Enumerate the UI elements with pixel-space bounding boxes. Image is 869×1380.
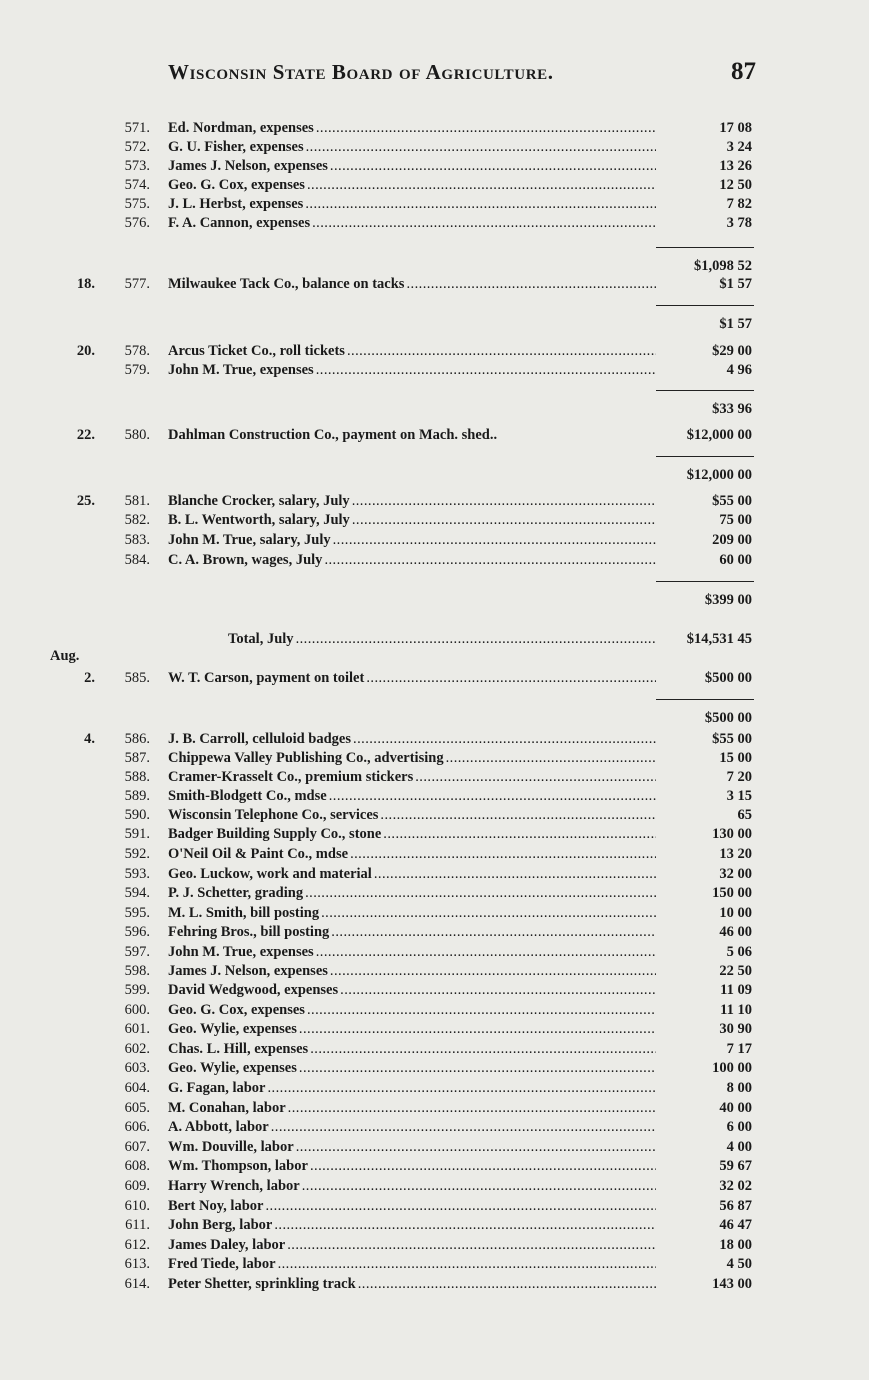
entry-amount: 17 08 <box>719 120 752 136</box>
subtotal-rule <box>656 305 754 306</box>
ledger-row <box>0 491 869 511</box>
entry-amount: 56 87 <box>719 1198 752 1214</box>
entry-amount: 22 50 <box>719 963 752 979</box>
voucher-number: 587. <box>124 750 150 766</box>
entry-description: Peter Shetter, sprinkling track . . . <box>168 1274 656 1294</box>
entry-description: J. L. Herbst, expenses . . . <box>168 194 656 214</box>
ledger-row <box>0 274 869 294</box>
voucher-number: 573. <box>124 158 150 174</box>
voucher-number: 578. <box>124 343 150 359</box>
entry-amount: 46 00 <box>719 924 752 940</box>
entry-description: Arcus Ticket Co., roll tickets . . . <box>168 341 656 361</box>
entry-description: John M. True, expenses . . . <box>168 360 656 380</box>
ledger-row <box>0 1196 869 1216</box>
voucher-number: 582. <box>124 512 150 528</box>
entry-description: Geo. Wylie, expenses . . . <box>168 1019 656 1039</box>
running-title: Wisconsin State Board of Agriculture. <box>168 60 554 84</box>
entry-amount: $1 57 <box>719 316 752 332</box>
subtotal-rule <box>656 581 754 582</box>
entry-amount: $399 00 <box>704 592 752 608</box>
entry-amount: $14,531 45 <box>686 631 752 647</box>
entry-amount: 18 00 <box>719 1237 752 1253</box>
entry-amount: 3 78 <box>726 215 752 231</box>
entry-amount: 65 <box>737 807 752 823</box>
entry-description: M. Conahan, labor . . . <box>168 1098 656 1118</box>
voucher-number: 614. <box>124 1276 150 1292</box>
voucher-number: 604. <box>124 1080 150 1096</box>
entry-amount: 8 00 <box>726 1080 752 1096</box>
entry-description: Ed. Nordman, expenses . . . <box>168 118 656 138</box>
entry-amount: 46 47 <box>719 1217 752 1233</box>
entry-description: Blanche Crocker, salary, July . . . <box>168 491 656 511</box>
voucher-number: 608. <box>124 1158 150 1174</box>
entry-description: G. U. Fisher, expenses . . . <box>168 137 656 157</box>
entry-description: Wm. Douville, labor . . . <box>168 1137 656 1157</box>
ledger-row <box>0 1117 869 1137</box>
ledger-row <box>0 1019 869 1039</box>
ledger-row <box>0 786 869 806</box>
entry-amount: 3 24 <box>726 139 752 155</box>
entry-amount: 5 06 <box>726 944 752 960</box>
voucher-number: 594. <box>124 885 150 901</box>
voucher-number: 596. <box>124 924 150 940</box>
entry-description: John M. True, expenses . . . <box>168 942 656 962</box>
ledger-row <box>0 1254 869 1274</box>
entry-day: 25. <box>76 493 95 509</box>
entry-amount: $55 00 <box>712 731 752 747</box>
voucher-number: 585. <box>124 670 150 686</box>
ledger-row <box>0 118 869 138</box>
entry-description: A. Abbott, labor . . . <box>168 1117 656 1137</box>
entry-description: Geo. G. Cox, expenses . . . <box>168 1000 656 1020</box>
ledger-row <box>0 1215 869 1235</box>
ledger-row <box>0 550 869 570</box>
entry-amount: 11 09 <box>720 982 752 998</box>
voucher-number: 606. <box>124 1119 150 1135</box>
voucher-number: 584. <box>124 552 150 568</box>
voucher-number: 574. <box>124 177 150 193</box>
entry-day: 2. <box>84 670 95 686</box>
entry-description: P. J. Schetter, grading . . . <box>168 883 656 903</box>
entry-amount: $500 00 <box>704 670 752 686</box>
entry-amount: $1,098 52 <box>694 258 752 274</box>
entry-amount: 32 00 <box>719 866 752 882</box>
entry-description: John Berg, labor . . . <box>168 1215 656 1235</box>
subtotal-row <box>0 590 869 610</box>
ledger-row <box>0 805 869 825</box>
entry-description: Milwaukee Tack Co., balance on tacks . . . <box>168 274 656 294</box>
entry-amount: $500 00 <box>704 710 752 726</box>
entry-description: Geo. Wylie, expenses . . . <box>168 1058 656 1078</box>
entry-amount: 7 17 <box>726 1041 752 1057</box>
voucher-number: 575. <box>124 196 150 212</box>
month-label: Aug. <box>50 648 80 664</box>
ledger-row <box>0 1000 869 1020</box>
entry-amount: 3 15 <box>726 788 752 804</box>
voucher-number: 591. <box>124 826 150 842</box>
entry-amount: 12 50 <box>719 177 752 193</box>
ledger-row <box>0 213 869 233</box>
voucher-number: 601. <box>124 1021 150 1037</box>
ledger-row <box>0 175 869 195</box>
ledger-row <box>0 980 869 1000</box>
ledger-row <box>0 864 869 884</box>
entry-description: Fehring Bros., bill posting . . . <box>168 922 656 942</box>
entry-description: Bert Noy, labor . . . <box>168 1196 656 1216</box>
entry-description: Harry Wrench, labor . . . <box>168 1176 656 1196</box>
ledger-row <box>0 729 869 749</box>
entry-amount: $55 00 <box>712 493 752 509</box>
subtotal-row <box>0 465 869 485</box>
entry-amount: $29 00 <box>712 343 752 359</box>
ledger-row <box>0 1039 869 1059</box>
ledger-row <box>0 668 869 688</box>
voucher-number: 607. <box>124 1139 150 1155</box>
entry-amount: 4 50 <box>726 1256 752 1272</box>
voucher-number: 603. <box>124 1060 150 1076</box>
voucher-number: 590. <box>124 807 150 823</box>
subtotal-row <box>0 256 869 276</box>
entry-amount: 209 00 <box>712 532 752 548</box>
entry-description: Total, July . . . <box>228 629 656 649</box>
entry-description: Chas. L. Hill, expenses . . . <box>168 1039 656 1059</box>
ledger-row <box>0 1235 869 1255</box>
entry-description: Wisconsin Telephone Co., services . . . <box>168 805 656 825</box>
voucher-number: 605. <box>124 1100 150 1116</box>
entry-description: Cramer-Krasselt Co., premium stickers . . . <box>168 767 656 787</box>
voucher-number: 610. <box>124 1198 150 1214</box>
entry-amount: 15 00 <box>719 750 752 766</box>
entry-description: James J. Nelson, expenses . . . <box>168 156 656 176</box>
ledger-row <box>0 1137 869 1157</box>
ledger-row <box>0 530 869 550</box>
voucher-number: 593. <box>124 866 150 882</box>
voucher-number: 579. <box>124 362 150 378</box>
entry-amount: $12,000 00 <box>686 467 752 483</box>
voucher-number: 599. <box>124 982 150 998</box>
entry-description: John M. True, salary, July . . . <box>168 530 656 550</box>
entry-amount: 40 00 <box>719 1100 752 1116</box>
ledger-row <box>0 961 869 981</box>
entry-description: M. L. Smith, bill posting . . . <box>168 903 656 923</box>
voucher-number: 572. <box>124 139 150 155</box>
voucher-number: 602. <box>124 1041 150 1057</box>
voucher-number: 571. <box>124 120 150 136</box>
entry-description: J. B. Carroll, celluloid badges . . . <box>168 729 656 749</box>
entry-description: James Daley, labor . . . <box>168 1235 656 1255</box>
voucher-number: 581. <box>124 493 150 509</box>
ledger-row <box>0 922 869 942</box>
subtotal-row <box>0 314 869 334</box>
voucher-number: 576. <box>124 215 150 231</box>
voucher-number: 583. <box>124 532 150 548</box>
entry-description: Smith-Blodgett Co., mdse . . . <box>168 786 656 806</box>
entry-amount: 30 90 <box>719 1021 752 1037</box>
voucher-number: 588. <box>124 769 150 785</box>
entry-amount: 59 67 <box>719 1158 752 1174</box>
entry-description: G. Fagan, labor . . . <box>168 1078 656 1098</box>
ledger-row <box>0 1274 869 1294</box>
voucher-number: 586. <box>124 731 150 747</box>
entry-description: C. A. Brown, wages, July . . . <box>168 550 656 570</box>
entry-description: Badger Building Supply Co., stone . . . <box>168 824 656 844</box>
ledger-row <box>0 748 869 768</box>
ledger-row <box>0 883 869 903</box>
entry-description: Dahlman Construction Co., payment on Mach. shed.. <box>168 427 498 443</box>
entry-description: Geo. Luckow, work and material . . . <box>168 864 656 884</box>
month-label-row <box>0 646 869 666</box>
voucher-number: 598. <box>124 963 150 979</box>
entry-description: W. T. Carson, payment on toilet . . . <box>168 668 656 688</box>
entry-amount: 75 00 <box>719 512 752 528</box>
entry-day: 4. <box>84 731 95 747</box>
entry-amount: 13 26 <box>719 158 752 174</box>
entry-description: David Wedgwood, expenses . . . <box>168 980 656 1000</box>
voucher-number: 613. <box>124 1256 150 1272</box>
subtotal-rule <box>656 699 754 700</box>
page-number: 87 <box>731 58 756 85</box>
ledger-row <box>0 360 869 380</box>
entry-description: F. A. Cannon, expenses . . . <box>168 213 656 233</box>
voucher-number: 577. <box>124 276 150 292</box>
voucher-number: 580. <box>124 427 150 443</box>
entry-description: Wm. Thompson, labor . . . <box>168 1156 656 1176</box>
entry-amount: 4 00 <box>726 1139 752 1155</box>
ledger-row <box>0 824 869 844</box>
ledger-row <box>0 156 869 176</box>
entry-amount: 150 00 <box>712 885 752 901</box>
ledger-row <box>0 1058 869 1078</box>
entry-amount: 7 20 <box>726 769 752 785</box>
ledger-row <box>0 844 869 864</box>
subtotal-row <box>0 399 869 419</box>
entry-amount: $1 57 <box>719 276 752 292</box>
voucher-number: 589. <box>124 788 150 804</box>
entry-amount: 6 00 <box>726 1119 752 1135</box>
ledger-row <box>0 1098 869 1118</box>
ledger-row <box>0 137 869 157</box>
entry-amount: 143 00 <box>712 1276 752 1292</box>
voucher-number: 597. <box>124 944 150 960</box>
ledger-row <box>0 1156 869 1176</box>
entry-amount: 4 96 <box>726 362 752 378</box>
entry-amount: $33 96 <box>712 401 752 417</box>
entry-description: James J. Nelson, expenses . . . <box>168 961 656 981</box>
ledger-row <box>0 194 869 214</box>
ledger-row <box>0 767 869 787</box>
entry-amount: 32 02 <box>719 1178 752 1194</box>
ledger-row <box>0 942 869 962</box>
ledger-row <box>0 425 869 445</box>
voucher-number: 612. <box>124 1237 150 1253</box>
voucher-number: 595. <box>124 905 150 921</box>
subtotal-row <box>0 708 869 728</box>
entry-amount: $12,000 00 <box>686 427 752 443</box>
voucher-number: 611. <box>125 1217 150 1233</box>
ledger-row <box>0 1176 869 1196</box>
page-header <box>168 58 756 92</box>
entry-amount: 11 10 <box>720 1002 752 1018</box>
entry-amount: 7 82 <box>726 196 752 212</box>
voucher-number: 600. <box>124 1002 150 1018</box>
entry-day: 20. <box>76 343 95 359</box>
ledger-row <box>0 341 869 361</box>
entry-description: B. L. Wentworth, salary, July . . . <box>168 510 656 530</box>
entry-description: O'Neil Oil & Paint Co., mdse . . . <box>168 844 656 864</box>
voucher-number: 609. <box>124 1178 150 1194</box>
ledger-row <box>0 1078 869 1098</box>
ledger-row <box>0 903 869 923</box>
subtotal-rule <box>656 390 754 391</box>
entry-day: 18. <box>76 276 95 292</box>
entry-amount: 10 00 <box>719 905 752 921</box>
entry-amount: 100 00 <box>712 1060 752 1076</box>
entry-amount: 130 00 <box>712 826 752 842</box>
entry-description: Chippewa Valley Publishing Co., advertising . . . <box>168 748 656 768</box>
subtotal-rule <box>656 456 754 457</box>
ledger-row <box>0 510 869 530</box>
entry-day: 22. <box>76 427 95 443</box>
entry-description: Geo. G. Cox, expenses . . . <box>168 175 656 195</box>
entry-amount: 60 00 <box>719 552 752 568</box>
entry-description: Fred Tiede, labor . . . <box>168 1254 656 1274</box>
voucher-number: 592. <box>124 846 150 862</box>
subtotal-rule <box>656 247 754 248</box>
entry-amount: 13 20 <box>719 846 752 862</box>
